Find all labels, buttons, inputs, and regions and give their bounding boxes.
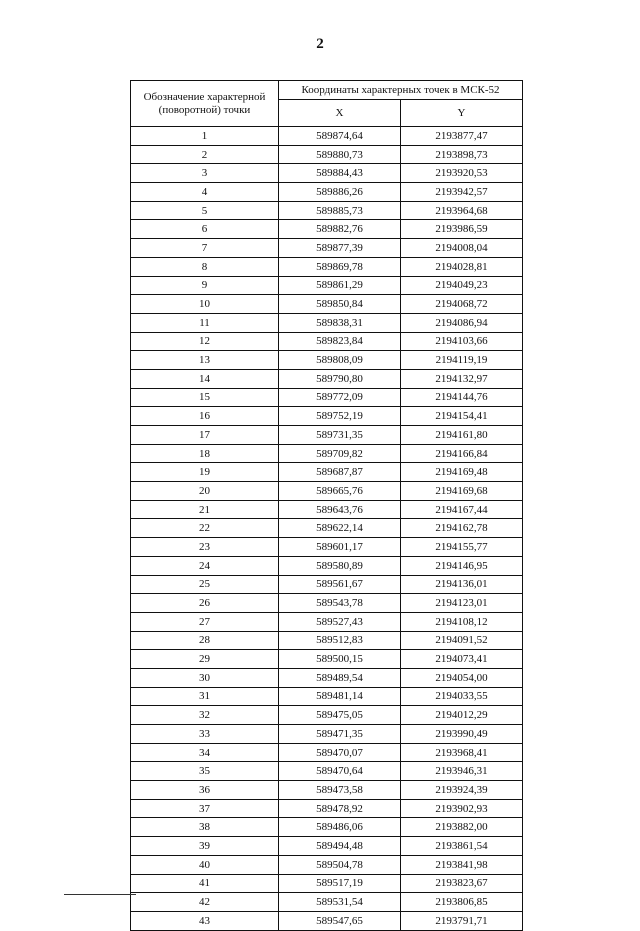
point-number-cell: 24 (131, 556, 279, 575)
y-coordinate-cell: 2194008,04 (401, 239, 523, 258)
x-coordinate-cell: 589471,35 (279, 725, 401, 744)
coordinates-table (130, 80, 523, 931)
table-row (131, 201, 523, 220)
point-number-cell: 6 (131, 220, 279, 239)
page-number: 2 (316, 36, 324, 52)
table-row (131, 388, 523, 407)
y-coordinate-cell: 2194049,23 (401, 276, 523, 295)
x-coordinate-cell: 589470,07 (279, 743, 401, 762)
point-label-header: Обозначение характерной (поворотной) точки (131, 81, 279, 127)
table-row (131, 239, 523, 258)
point-number-cell: 12 (131, 332, 279, 351)
y-coordinate-cell: 2194146,95 (401, 556, 523, 575)
point-number-cell: 5 (131, 201, 279, 220)
y-coordinate-cell: 2194123,01 (401, 594, 523, 613)
x-coordinate-cell: 589886,26 (279, 183, 401, 202)
point-number-cell: 29 (131, 650, 279, 669)
y-coordinate-cell: 2193986,59 (401, 220, 523, 239)
point-number-cell: 41 (131, 874, 279, 893)
x-coordinate-cell: 589547,65 (279, 911, 401, 930)
table-row (131, 911, 523, 930)
x-coordinate-cell: 589500,15 (279, 650, 401, 669)
point-number-cell: 10 (131, 295, 279, 314)
point-number-cell: 13 (131, 351, 279, 370)
table-row (131, 781, 523, 800)
y-coordinate-cell: 2193823,67 (401, 874, 523, 893)
table-row (131, 220, 523, 239)
x-coordinate-cell: 589543,78 (279, 594, 401, 613)
x-coordinate-cell: 589838,31 (279, 313, 401, 332)
point-number-cell: 21 (131, 500, 279, 519)
table-row (131, 369, 523, 388)
table-row (131, 257, 523, 276)
x-coordinate-cell: 589850,84 (279, 295, 401, 314)
y-coordinate-cell: 2194091,52 (401, 631, 523, 650)
table-header (131, 81, 523, 127)
table-body (131, 127, 523, 931)
point-number-cell: 28 (131, 631, 279, 650)
y-coordinate-cell: 2194068,72 (401, 295, 523, 314)
table-row (131, 594, 523, 613)
x-coordinate-cell: 589877,39 (279, 239, 401, 258)
y-coordinate-cell: 2193946,31 (401, 762, 523, 781)
table-row (131, 332, 523, 351)
y-coordinate-cell: 2193882,00 (401, 818, 523, 837)
point-number-cell: 26 (131, 594, 279, 613)
point-number-cell: 33 (131, 725, 279, 744)
x-coordinate-cell: 589601,17 (279, 538, 401, 557)
x-coordinate-cell: 589884,43 (279, 164, 401, 183)
point-number-cell: 2 (131, 145, 279, 164)
table-row (131, 482, 523, 501)
x-coordinate-cell: 589880,73 (279, 145, 401, 164)
table-row (131, 743, 523, 762)
point-number-cell: 11 (131, 313, 279, 332)
table-row (131, 818, 523, 837)
point-number-cell: 27 (131, 612, 279, 631)
table-row (131, 183, 523, 202)
y-coordinate-cell: 2194169,48 (401, 463, 523, 482)
table-row (131, 500, 523, 519)
y-coordinate-cell: 2194155,77 (401, 538, 523, 557)
y-coordinate-cell: 2194028,81 (401, 257, 523, 276)
table-row (131, 145, 523, 164)
y-coordinate-cell: 2194154,41 (401, 407, 523, 426)
y-coordinate-cell: 2193898,73 (401, 145, 523, 164)
table-row (131, 893, 523, 912)
x-coordinate-cell: 589882,76 (279, 220, 401, 239)
y-coordinate-cell: 2193791,71 (401, 911, 523, 930)
y-coordinate-cell: 2194108,12 (401, 612, 523, 631)
x-coordinate-cell: 589790,80 (279, 369, 401, 388)
table-row (131, 407, 523, 426)
y-coordinate-cell: 2194166,84 (401, 444, 523, 463)
y-coordinate-cell: 2194086,94 (401, 313, 523, 332)
table-row (131, 127, 523, 146)
point-number-cell: 22 (131, 519, 279, 538)
table-row (131, 668, 523, 687)
y-coordinate-cell: 2193968,41 (401, 743, 523, 762)
x-coordinate-cell: 589494,48 (279, 837, 401, 856)
x-coordinate-cell: 589517,19 (279, 874, 401, 893)
x-coordinate-cell: 589687,87 (279, 463, 401, 482)
table-row (131, 612, 523, 631)
x-coordinate-cell: 589527,43 (279, 612, 401, 631)
y-coordinate-cell: 2193902,93 (401, 799, 523, 818)
point-number-cell: 1 (131, 127, 279, 146)
x-coordinate-cell: 589504,78 (279, 855, 401, 874)
x-coordinate-cell: 589823,84 (279, 332, 401, 351)
x-coordinate-cell: 589869,78 (279, 257, 401, 276)
point-number-cell: 8 (131, 257, 279, 276)
point-number-cell: 34 (131, 743, 279, 762)
table-row (131, 276, 523, 295)
y-coordinate-cell: 2194161,80 (401, 426, 523, 445)
y-coordinate-cell: 2193990,49 (401, 725, 523, 744)
point-number-cell: 39 (131, 837, 279, 856)
x-coordinate-cell: 589473,58 (279, 781, 401, 800)
y-coordinate-cell: 2194136,01 (401, 575, 523, 594)
table-row (131, 762, 523, 781)
table-row (131, 575, 523, 594)
table-row (131, 837, 523, 856)
point-number-cell: 32 (131, 706, 279, 725)
table-row (131, 799, 523, 818)
table-row (131, 351, 523, 370)
y-coordinate-cell: 2194012,29 (401, 706, 523, 725)
table-row (131, 556, 523, 575)
point-number-cell: 16 (131, 407, 279, 426)
x-coordinate-cell: 589861,29 (279, 276, 401, 295)
point-number-cell: 38 (131, 818, 279, 837)
point-number-cell: 9 (131, 276, 279, 295)
table-row (131, 706, 523, 725)
point-number-cell: 3 (131, 164, 279, 183)
y-coordinate-cell: 2193942,57 (401, 183, 523, 202)
table-row (131, 313, 523, 332)
x-coordinate-cell: 589874,64 (279, 127, 401, 146)
x-coordinate-cell: 589622,14 (279, 519, 401, 538)
y-coordinate-cell: 2193964,68 (401, 201, 523, 220)
point-number-cell: 37 (131, 799, 279, 818)
table-row (131, 463, 523, 482)
x-coordinate-cell: 589580,89 (279, 556, 401, 575)
x-coordinate-cell: 589489,54 (279, 668, 401, 687)
point-number-cell: 19 (131, 463, 279, 482)
y-coordinate-cell: 2193924,39 (401, 781, 523, 800)
x-column-header: X (279, 100, 401, 127)
y-coordinate-cell: 2193920,53 (401, 164, 523, 183)
x-coordinate-cell: 589512,83 (279, 631, 401, 650)
x-coordinate-cell: 589475,05 (279, 706, 401, 725)
y-coordinate-cell: 2194132,97 (401, 369, 523, 388)
y-coordinate-cell: 2194054,00 (401, 668, 523, 687)
table-row (131, 426, 523, 445)
table-row (131, 295, 523, 314)
x-coordinate-cell: 589481,14 (279, 687, 401, 706)
point-number-cell: 17 (131, 426, 279, 445)
point-number-cell: 40 (131, 855, 279, 874)
table-row (131, 855, 523, 874)
x-coordinate-cell: 589752,19 (279, 407, 401, 426)
y-coordinate-cell: 2194162,78 (401, 519, 523, 538)
y-coordinate-cell: 2193877,47 (401, 127, 523, 146)
y-coordinate-cell: 2194119,19 (401, 351, 523, 370)
x-coordinate-cell: 589561,67 (279, 575, 401, 594)
y-coordinate-cell: 2193861,54 (401, 837, 523, 856)
table-row (131, 687, 523, 706)
x-coordinate-cell: 589478,92 (279, 799, 401, 818)
y-coordinate-cell: 2194033,55 (401, 687, 523, 706)
point-number-cell: 18 (131, 444, 279, 463)
table-row (131, 519, 523, 538)
x-coordinate-cell: 589731,35 (279, 426, 401, 445)
point-number-cell: 43 (131, 911, 279, 930)
table-row (131, 164, 523, 183)
footnote-rule (64, 894, 136, 895)
point-number-cell: 4 (131, 183, 279, 202)
y-coordinate-cell: 2194167,44 (401, 500, 523, 519)
x-coordinate-cell: 589772,09 (279, 388, 401, 407)
y-coordinate-cell: 2194169,68 (401, 482, 523, 501)
y-coordinate-cell: 2193841,98 (401, 855, 523, 874)
table-row (131, 725, 523, 744)
y-coordinate-cell: 2193806,85 (401, 893, 523, 912)
point-number-cell: 36 (131, 781, 279, 800)
point-number-cell: 25 (131, 575, 279, 594)
point-number-cell: 31 (131, 687, 279, 706)
coordinates-group-header: Координаты характерных точек в МСК-52 (279, 81, 523, 100)
point-number-cell: 35 (131, 762, 279, 781)
y-coordinate-cell: 2194144,76 (401, 388, 523, 407)
x-coordinate-cell: 589470,64 (279, 762, 401, 781)
point-number-cell: 20 (131, 482, 279, 501)
y-coordinate-cell: 2194073,41 (401, 650, 523, 669)
point-number-cell: 14 (131, 369, 279, 388)
table-row (131, 874, 523, 893)
point-number-cell: 23 (131, 538, 279, 557)
x-coordinate-cell: 589885,73 (279, 201, 401, 220)
table-row (131, 538, 523, 557)
x-coordinate-cell: 589531,54 (279, 893, 401, 912)
point-number-cell: 15 (131, 388, 279, 407)
point-number-cell: 42 (131, 893, 279, 912)
x-coordinate-cell: 589665,76 (279, 482, 401, 501)
point-number-cell: 7 (131, 239, 279, 258)
x-coordinate-cell: 589643,76 (279, 500, 401, 519)
point-number-cell: 30 (131, 668, 279, 687)
table-row (131, 444, 523, 463)
table-row (131, 631, 523, 650)
x-coordinate-cell: 589486,06 (279, 818, 401, 837)
x-coordinate-cell: 589709,82 (279, 444, 401, 463)
y-coordinate-cell: 2194103,66 (401, 332, 523, 351)
table-row (131, 650, 523, 669)
x-coordinate-cell: 589808,09 (279, 351, 401, 370)
y-column-header: Y (401, 100, 523, 127)
